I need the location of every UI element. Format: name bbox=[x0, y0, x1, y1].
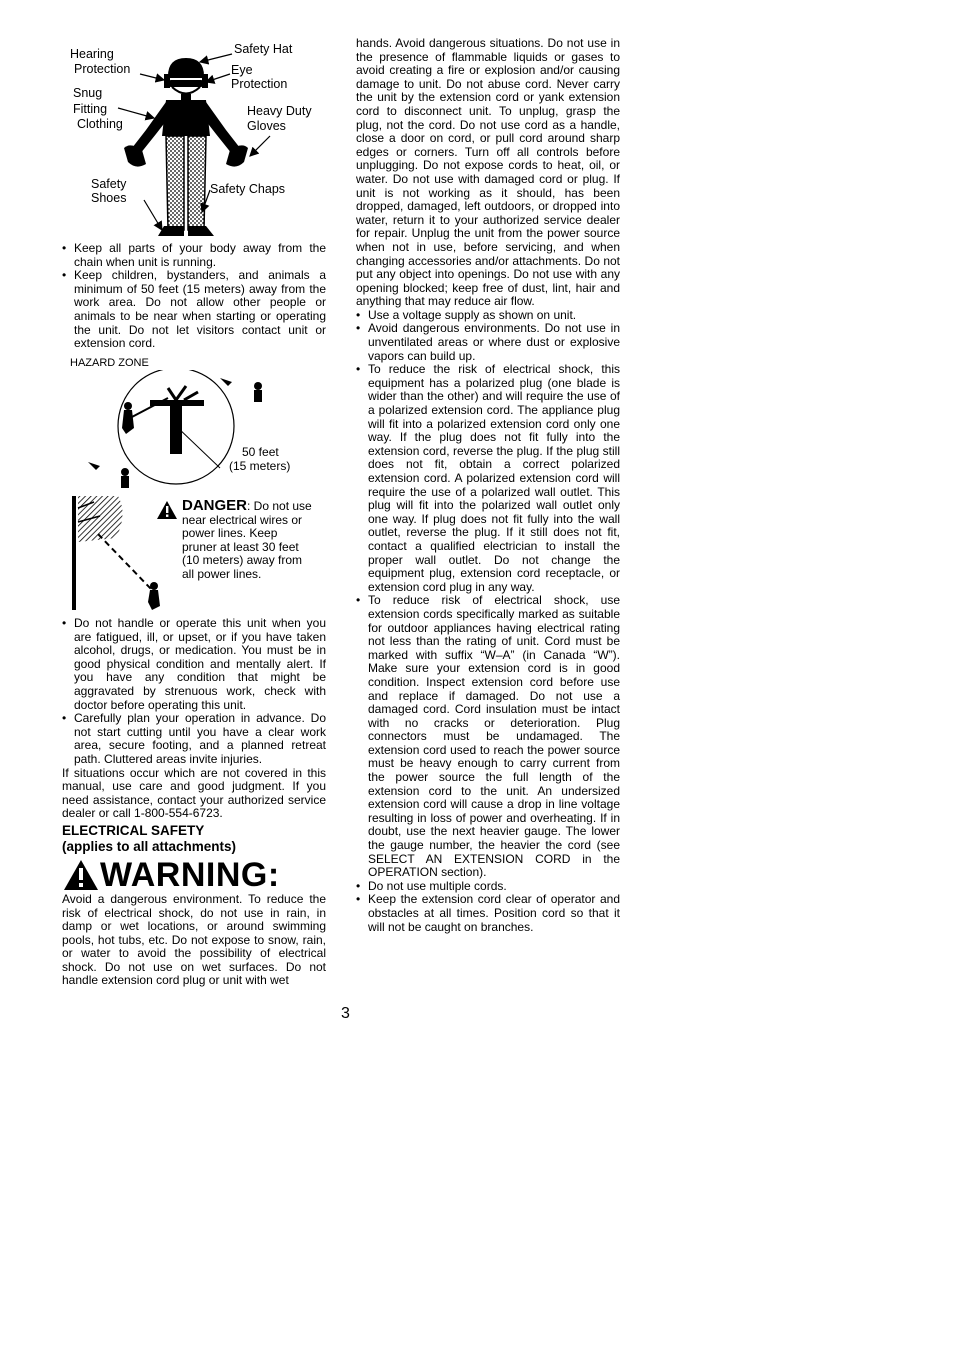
label-snug-2: Fitting bbox=[73, 102, 108, 116]
warning-triangle-icon bbox=[62, 858, 100, 892]
label-gloves: Heavy Duty bbox=[247, 104, 312, 118]
label-safety-chaps: Safety Chaps bbox=[210, 182, 286, 196]
label-snug: Snug bbox=[73, 86, 103, 100]
warning-word: WARNING: bbox=[100, 855, 280, 894]
left-column-top bbox=[62, 242, 326, 351]
label-safety-hat: Safety Hat bbox=[234, 42, 293, 56]
list-item: • Keep all parts of your body away from the chain when unit is running. bbox=[62, 242, 326, 269]
list-item: • Do not handle or operate this unit when you are fatigued, ill, or upset, or if you have taken alcohol, drugs, or medication. You must be in good physical condition and mentally alert. If you have any condition that might be aggravated by strenuous work, check with doctor before operating this unit. bbox=[62, 617, 326, 712]
list-item: • Keep the extension cord clear of operator and obstacles at all times. Position cord so that it will not be caught on branches. bbox=[356, 893, 620, 934]
list-item: • Avoid dangerous environments. Do not use in unventilated areas or where dust or explosive vapors can build up. bbox=[356, 322, 620, 363]
danger-word: DANGER bbox=[182, 497, 248, 514]
section-heading: ELECTRICAL SAFETY bbox=[62, 822, 205, 838]
list-item: • Carefully plan your operation in advance. Do not start cutting until you have a clear work area, secure footing, and a planned retreat path. Cluttered areas invite injuries. bbox=[62, 712, 326, 766]
list-item: • Keep children, bystanders, and animals a minimum of 50 feet (15 meters) away from the work area. Do not allow other people or animals to be near when starting or operating the unit. Do not let visitors contact unit or extension cord. bbox=[62, 269, 326, 351]
label-hearing: Hearing bbox=[70, 47, 114, 61]
list-item: • To reduce the risk of electrical shock, this equipment has a polarized plug (one blade is wider than the other) and will require the use of a polarized extension cord. The appliance plug will fit into a polarized extension cord only one way. If the plug does not fit fully into the extension cord, reverse the plug. If the plug still does not fit, obtain a correct polarized extension cord. A polarized extension cord will require the use of a polarized wall outlet. This plug will fit into the polarized wall outlet only one way. If plug does not fit fully into the wall outlet, reverse the plug. If it still does not fit, contact a qualified electrician to install the proper wall outlet. Do not change the equipment plug, extension cord receptacle, or extension cord plug in any way. bbox=[356, 363, 620, 594]
assistance-paragraph: If situations occur which are not covered in this manual, use care and good judgment. If you need assistance, contact your authorized service dealer or call 1-800-554-6723. bbox=[62, 765, 326, 821]
power-line-illustration bbox=[70, 494, 160, 612]
left-column-bottom bbox=[62, 617, 326, 988]
list-item: • Do not use multiple cords. bbox=[356, 880, 620, 894]
danger-text: : Do not use near electrical wires or power lines. Keep pruner at least 30 feet (10 meters) away from all power lines. bbox=[182, 499, 312, 581]
distance-meters: (15 meters) bbox=[229, 459, 291, 473]
hazard-zone-label: HAZARD ZONE bbox=[70, 357, 149, 369]
label-shoes-2: Shoes bbox=[91, 191, 127, 205]
danger-warning-icon bbox=[156, 500, 178, 520]
list-item: • To reduce risk of electrical shock, use extension cords specifically marked as suitable for outdoor appliances having electrical rating not less than the rating of unit. Cord must be marked with suffix “W–A” (in Canada “W”). Make sure your extension cord is in good condition. Inspect extension cord before use and replace if damaged. Do not use a damaged cord. Cord insulation must be intact with no cracks or deterioration. Plug connectors must be undamaged. The extension cord used to reach the power source must be heavy enough to carry current from the power source the full length of the extension cord to the unit. An undersized extension cord will cause a drop in line voltage resulting in loss of power and overheating. If in doubt, use the next heavier gauge. The lower the gauge number, the heavier the cord (see SELECT AN EXTENSION CORD in the OPERATION section). bbox=[356, 594, 620, 879]
label-snug-3: Clothing bbox=[77, 117, 123, 131]
distance-feet: 50 feet bbox=[242, 445, 279, 459]
section-subheading: (applies to all attachments) bbox=[62, 838, 237, 854]
warning-text: Avoid a dangerous environment. To reduce the risk of electrical shock, do not use in rain, in damp or wet locations, or around swimming pools, hot tubs, etc. Do not expose to snow, rain, or water to avoid the possibility of electrical shock. Do not use on wet surfaces. Do not handle extension cord plug or unit with wet bbox=[62, 891, 326, 988]
warning-heading bbox=[62, 857, 326, 893]
danger-notice bbox=[182, 499, 314, 582]
label-eye: Eye bbox=[231, 63, 253, 77]
page-number: 3 bbox=[341, 1005, 350, 1022]
label-gloves-2: Gloves bbox=[247, 119, 286, 133]
continued-paragraph: hands. Avoid dangerous situations. Do not use in the presence of flammable liquids or gases to avoid creating a fire or explosion and/or causing damage to unit. Do not abuse cord. Never carry the unit by the extension cord or yank extension cord to disconnect unit. To unplug, grasp the plug, not the cord. Do not use cord as a handle, close a door on cord, or pull cord around sharp edges or corners. Turn off all controls before unplugging. Do not expose cords to heat, oil, or water. Do not use with damaged cord or plug. If unit is not working as it should, has been dropped, damaged, left outdoors, or dropped into water, return it to your authorized service dealer for repair. Unplug the unit from the power source when not in use, before servicing, and when changing accessories and/or attachments. Do not put any object into openings. Do not use with any opening blocked; keep free of dust, lint, hair and anything that may reduce air flow. bbox=[356, 36, 620, 309]
label-hearing-2: Protection bbox=[74, 62, 131, 76]
label-shoes: Safety bbox=[91, 177, 127, 191]
label-eye-2: Protection bbox=[231, 77, 288, 91]
list-item: • Use a voltage supply as shown on unit. bbox=[356, 309, 620, 323]
right-column bbox=[356, 37, 620, 934]
